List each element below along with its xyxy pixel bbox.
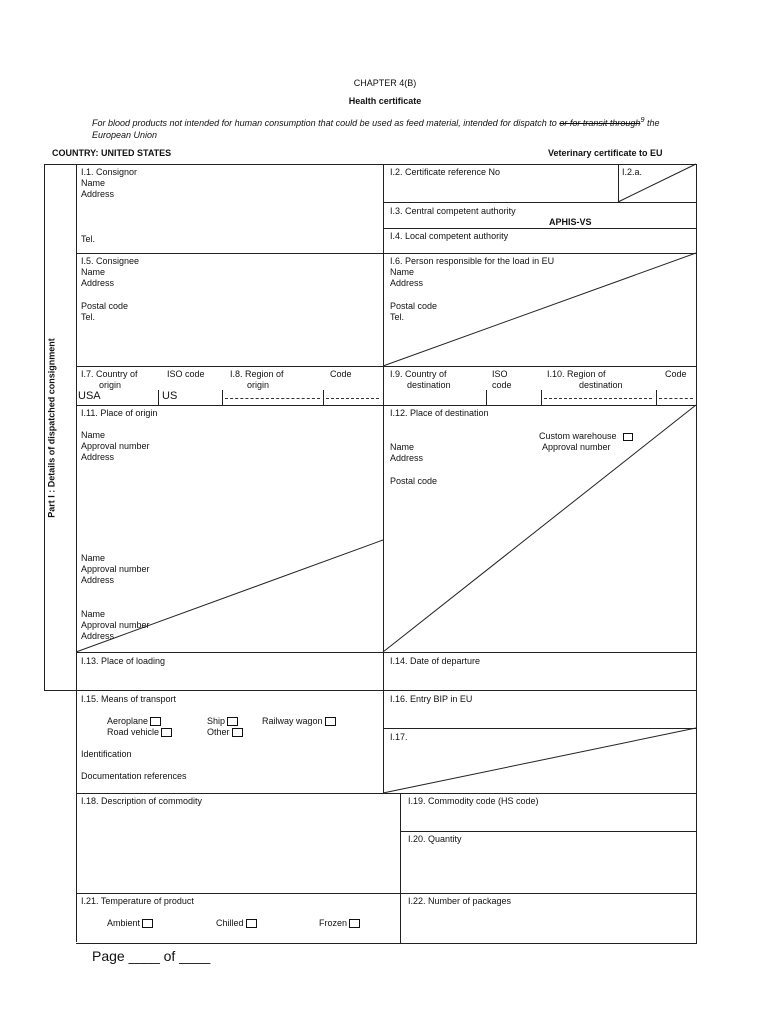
i11-address-3: Address <box>81 631 115 641</box>
i3-value: APHIS-VS <box>549 217 592 227</box>
i12-name: Name <box>390 442 415 452</box>
i10-label-b: destination <box>579 380 623 390</box>
side-label: Part I : Details of dispatched consignment <box>46 338 57 518</box>
i2a-label: I.2.a. <box>622 167 643 177</box>
i12-label: I.12. Place of destination <box>390 408 489 418</box>
i2-label: I.2. Certificate reference No <box>390 167 501 177</box>
i9-label-a: I.9. Country of <box>390 369 447 379</box>
i19-label: I.19. Commodity code (HS code) <box>408 796 539 806</box>
country-label: COUNTRY: UNITED STATES <box>52 148 172 158</box>
i9-iso-b: code <box>492 380 512 390</box>
chilled-option: Chilled <box>216 918 257 929</box>
chilled-checkbox[interactable] <box>246 919 257 928</box>
i5-label: I.5. Consignee <box>81 256 140 266</box>
i7-country-value: USA <box>78 390 101 402</box>
i3-label: I.3. Central competent authority <box>390 206 516 216</box>
i7-iso-value: US <box>162 390 178 402</box>
struck-text: or for transit through <box>559 118 641 128</box>
i11-label: I.11. Place of origin <box>81 408 158 418</box>
i18-label: I.18. Description of commodity <box>81 796 203 806</box>
i12-custom-warehouse: Custom warehouse <box>539 431 633 442</box>
i12-address: Address <box>390 453 424 463</box>
i11-approval-1: Approval number <box>81 441 150 451</box>
i8-code: Code <box>330 369 352 379</box>
i6-tel: Tel. <box>390 312 405 322</box>
i15-label: I.15. Means of transport <box>81 694 177 704</box>
i10-code: Code <box>665 369 687 379</box>
other-option: Other <box>207 727 243 738</box>
i20-label: I.20. Quantity <box>408 834 462 844</box>
other-checkbox[interactable] <box>232 728 243 737</box>
railway-checkbox[interactable] <box>325 717 336 726</box>
i9-label-b: destination <box>407 380 451 390</box>
frozen-option: Frozen <box>319 918 360 929</box>
chapter-heading: CHAPTER 4(B) <box>353 78 417 88</box>
i11-address-1: Address <box>81 452 115 462</box>
ambient-option: Ambient <box>107 918 153 929</box>
i21-label: I.21. Temperature of product <box>81 896 194 906</box>
road-checkbox[interactable] <box>161 728 172 737</box>
i11-approval-2: Approval number <box>81 564 150 574</box>
i14-label: I.14. Date of departure <box>390 656 481 666</box>
i1-tel: Tel. <box>81 234 96 244</box>
i4-label: I.4. Local competent authority <box>390 231 509 241</box>
i6-postal: Postal code <box>390 301 438 311</box>
i11-name-2: Name <box>81 553 106 563</box>
i16-label: I.16. Entry BIP in EU <box>390 694 473 704</box>
i15-identification: Identification <box>81 749 132 759</box>
i11-approval-3: Approval number <box>81 620 150 630</box>
railway-option: Railway wagon <box>262 716 336 727</box>
i5-address: Address <box>81 278 115 288</box>
i7-label-b: origin <box>99 380 122 390</box>
i8-label-a: I.8. Region of <box>230 369 284 379</box>
ambient-checkbox[interactable] <box>142 919 153 928</box>
i15-documentation: Documentation references <box>81 771 187 781</box>
certificate-title: Health certificate <box>348 96 422 106</box>
i7-label-a: I.7. Country of <box>81 369 138 379</box>
i5-postal: Postal code <box>81 301 129 311</box>
i11-name-1: Name <box>81 430 106 440</box>
ship-option: Ship <box>207 716 238 727</box>
vet-cert-label: Veterinary certificate to EU <box>548 148 663 158</box>
i1-label: I.1. Consignor <box>81 167 138 177</box>
intro-text: For blood products not intended for human consumption that could be used as feed material, intended for dispatch to or for transit through$^9$ the European Union <box>92 115 660 140</box>
frozen-checkbox[interactable] <box>349 919 360 928</box>
i11-address-2: Address <box>81 575 115 585</box>
aeroplane-checkbox[interactable] <box>150 717 161 726</box>
i11-name-3: Name <box>81 609 106 619</box>
aeroplane-option: Aeroplane <box>107 716 161 727</box>
i6-address: Address <box>390 278 424 288</box>
i10-label-a: I.10. Region of <box>547 369 606 379</box>
i5-name: Name <box>81 267 106 277</box>
i6-label: I.6. Person responsible for the load in EU <box>390 256 555 266</box>
i1-name: Name <box>81 178 106 188</box>
i6-name: Name <box>390 267 415 277</box>
i13-label: I.13. Place of loading <box>81 656 166 666</box>
page-number: Page ____ of ____ <box>92 948 211 964</box>
i22-label: I.22. Number of packages <box>408 896 512 906</box>
custom-warehouse-checkbox[interactable] <box>623 433 633 441</box>
i17-label: I.17. <box>390 732 408 742</box>
ship-checkbox[interactable] <box>227 717 238 726</box>
i12-approval: Approval number <box>542 442 611 452</box>
i7-iso-label: ISO code <box>167 369 205 379</box>
road-option: Road vehicle <box>107 727 172 738</box>
i12-postal: Postal code <box>390 476 438 486</box>
i5-tel: Tel. <box>81 312 96 322</box>
i8-label-b: origin <box>247 380 270 390</box>
i9-iso-a: ISO <box>492 369 508 379</box>
i1-address: Address <box>81 189 115 199</box>
